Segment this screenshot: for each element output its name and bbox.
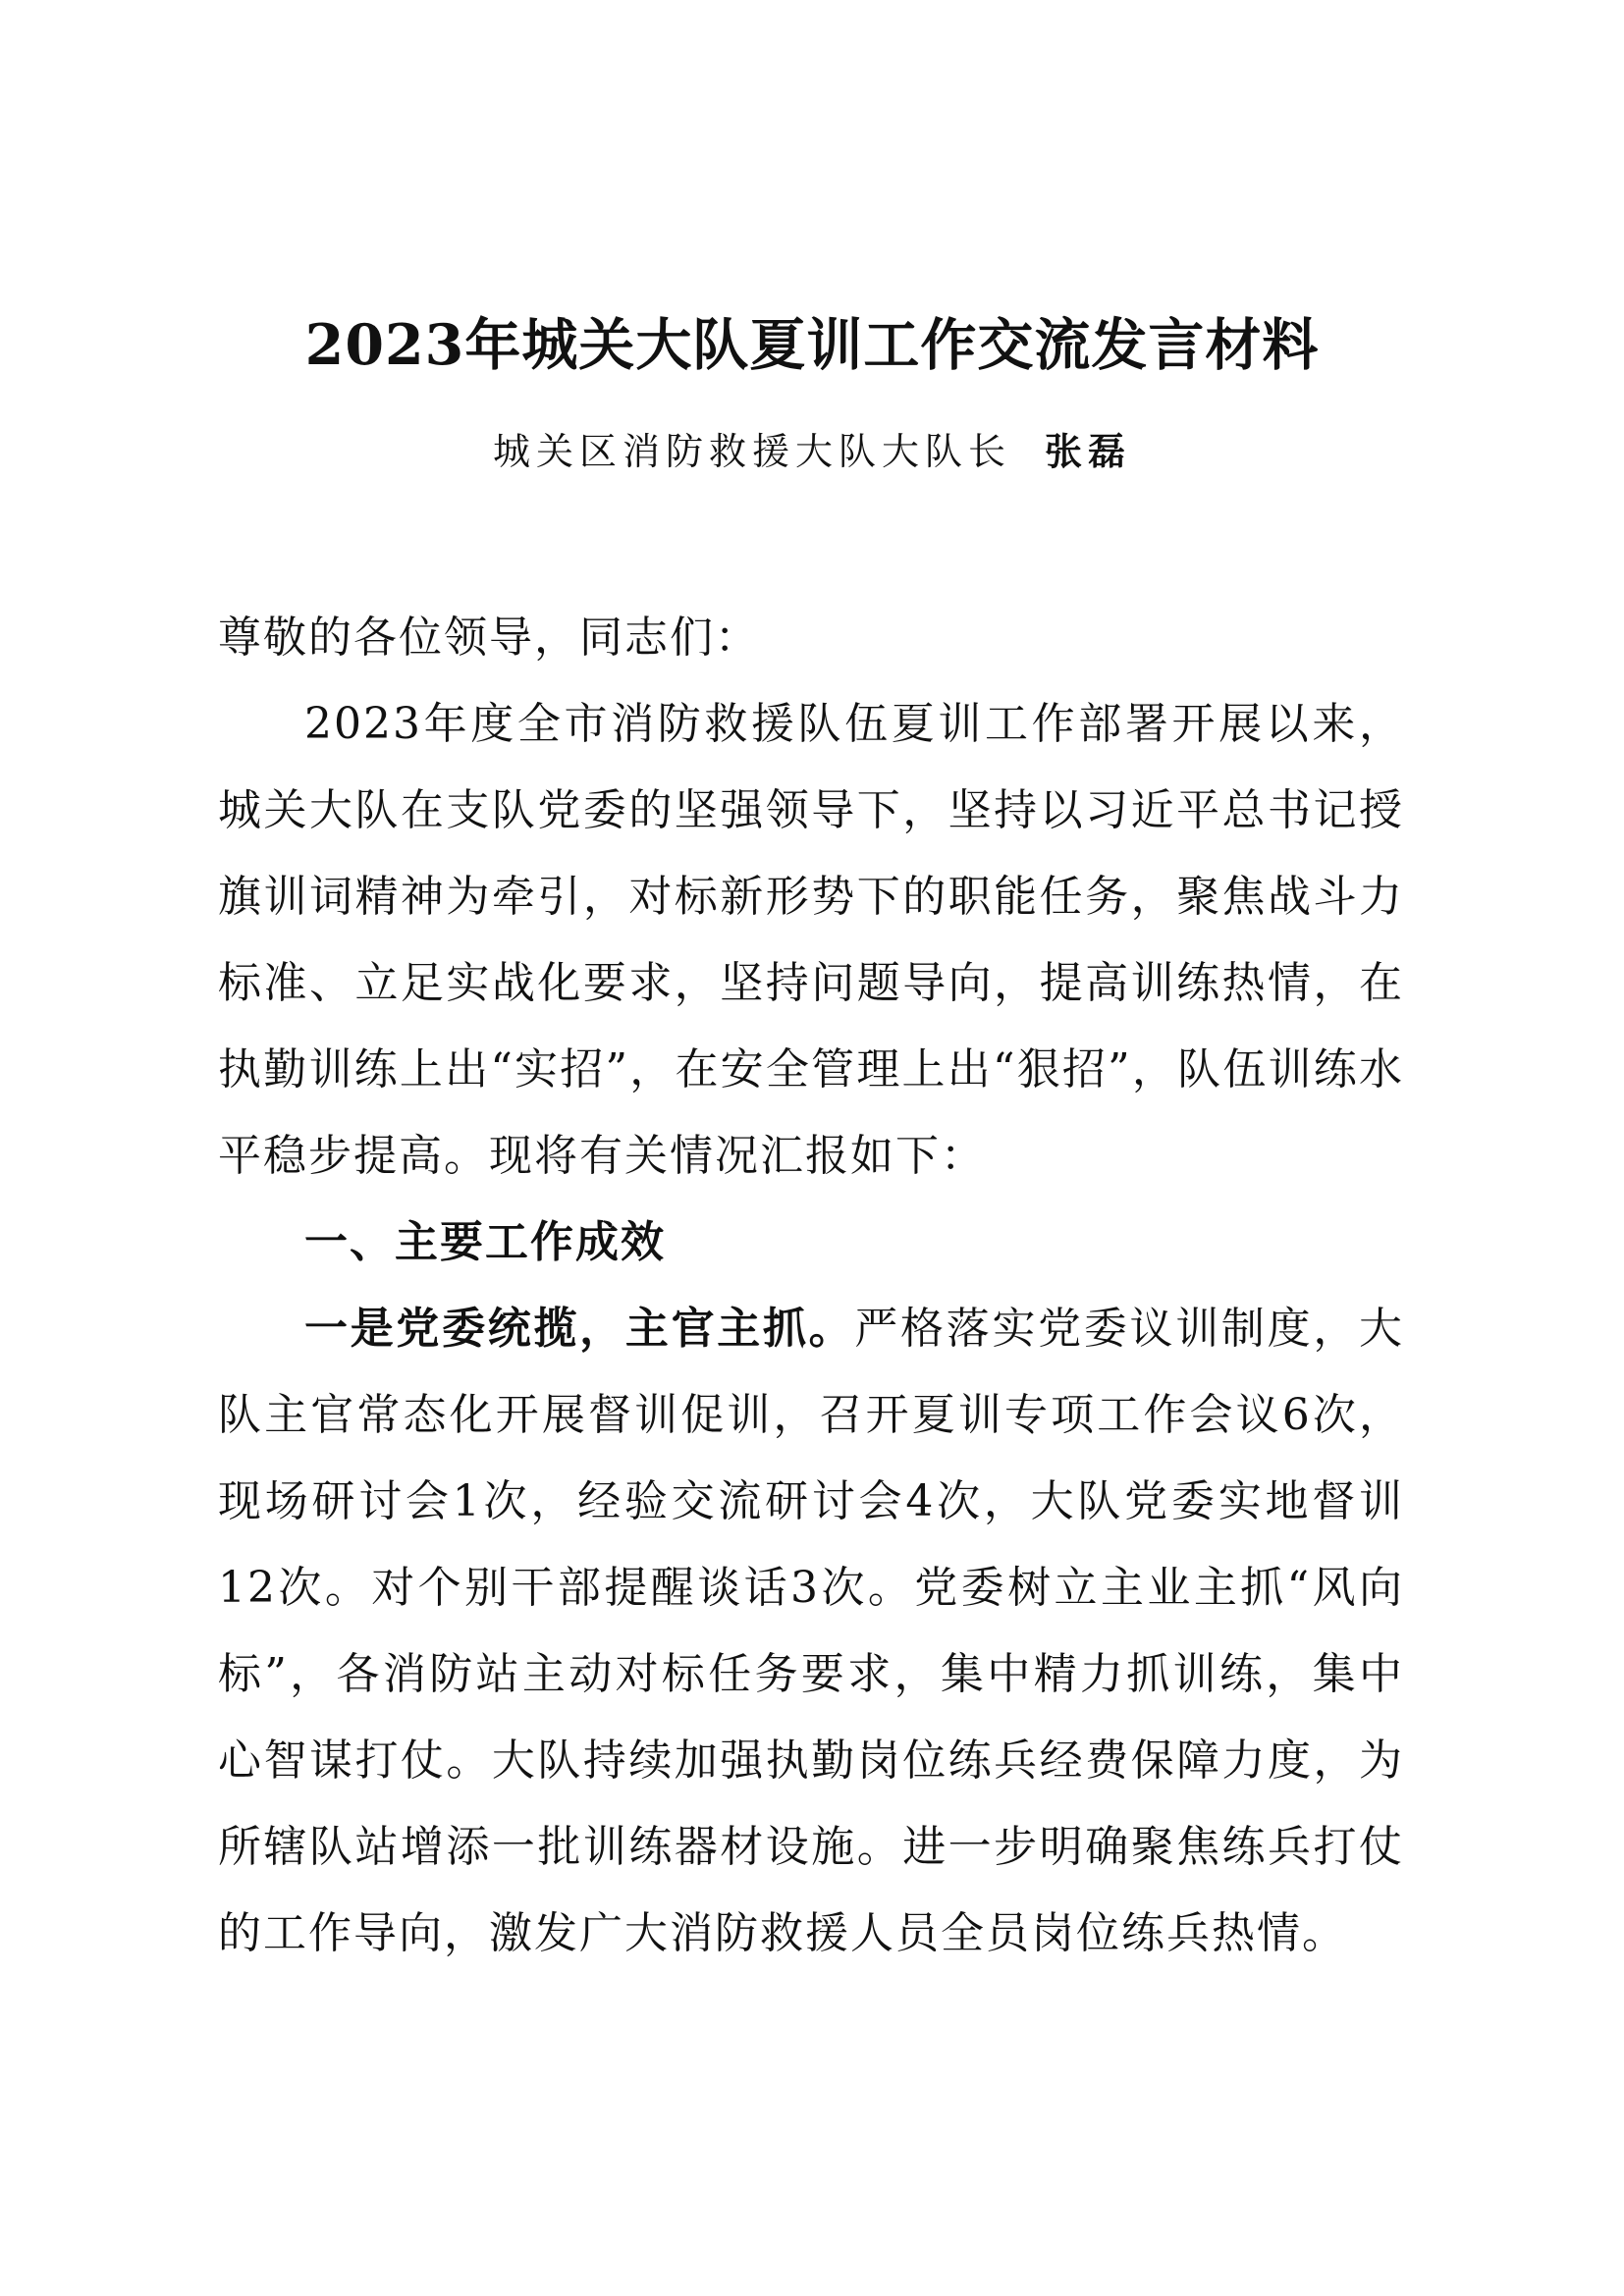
document-title: 2023年城关大队夏训工作交流发言材料 bbox=[304, 312, 1320, 378]
author-name: 张磊 bbox=[1045, 429, 1132, 473]
document-body bbox=[218, 595, 1404, 1977]
author-byline bbox=[0, 422, 1624, 481]
item-paragraph-1 bbox=[218, 1286, 1404, 1977]
item-text-1: 严格落实党委议训制度，大队主官常态化开展督训促训，召开夏训专项工作会议6次，现场研讨会1次，经验交流研讨会4次，大队党委实地督训12次。对个别干部提醒谈话3次。党委树立主业主抓“风向标”，各消防站主动对标任务要求，集中精力抓训练，集中心智谋打仗。大队持续加强执勤岗位练兵经费保障力度，为所辖队站增添一批训练器材设施。进一步明确聚焦练兵打仗的工作导向，激发广大消防救援人员全员岗位练兵热情。 bbox=[218, 1304, 1405, 1958]
item-lead-1: 一是党委统揽，主官主抓。 bbox=[304, 1304, 855, 1354]
salutation: 尊敬的各位领导，同志们： bbox=[218, 613, 760, 663]
author-role: 城关区消防救援大队大队长 bbox=[492, 430, 1011, 473]
intro-paragraph: 2023年度全市消防救援队伍夏训工作部署开展以来，城关大队在支队党委的坚强领导下，坚持以习近平总书记授旗训词精神为牵引，对标新形势下的职能任务，聚焦战斗力标准、立足实战化要求，坚持问题导向，提高训练热情，在执勤训练上出“实招”，在安全管理上出“狠招”，队伍训练水平稳步提高。现将有关情况汇报如下： bbox=[218, 699, 1404, 1181]
section-heading-1: 一、主要工作成效 bbox=[304, 1217, 666, 1267]
